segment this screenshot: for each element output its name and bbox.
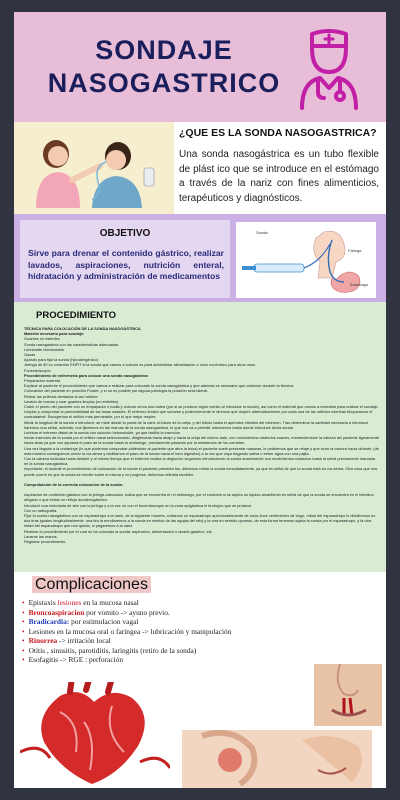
definition-text: Una sonda nasogástrica es un tubo flexible de plást ico que se introduce en el estómago a través de la nariz con fines alimenticios, terapéuticos y diagnósticos. <box>179 149 379 204</box>
title-line-2: NASOGASTRICO <box>47 68 281 98</box>
procedure-line: Gasas <box>24 352 36 358</box>
bullet-icon: • <box>22 617 25 626</box>
procedure-line: TÉCNICA PARA COLOCACIÓN DE LA SONDA NASOGÁSTRICA <box>24 326 141 331</box>
procedure-line: Aspiración de contenido gástrico con la jeringa adecuada, indica que se encuentra en el estómago, por el contrario si se aspira un líquido amarillento es señal de que la sonda se encuentra en el intestino delgado o que existe un reflujo duodenogástrico. <box>24 492 374 503</box>
page-title <box>34 34 294 100</box>
bullet-icon: • <box>22 598 25 607</box>
complication-text: por estimulacion vagal <box>69 617 139 626</box>
procedure-line: Lavarse las manos. <box>24 533 58 539</box>
bullet-icon: • <box>22 636 25 645</box>
procedure-line: Retirar las prótesis dentarias si las hubiere. <box>24 393 99 399</box>
procedure-heading: PROCEDIMIENTO <box>36 310 117 321</box>
definition-heading: ¿QUE ES LA SONDA NASOGASTRICA? <box>179 127 377 139</box>
complication-item <box>22 598 362 608</box>
tube-anatomy-diagram <box>236 222 376 298</box>
svg-text:Faringe: Faringe <box>348 248 362 253</box>
complication-item <box>22 655 362 665</box>
procedure-line: Preparación material. <box>24 378 61 384</box>
complication-text: -> irritación local <box>57 636 111 645</box>
procedure-line: Con un radiografía. <box>24 507 58 513</box>
definition-section <box>14 122 386 214</box>
procedure-line: Iniciar inserción de la sonda por el orificio nasal seleccionado, dirigiéndola hacia abajo y hacia la oreja del mismo lado, con movimientos rotatorios suaves, manteniéndose la cabeza del paciente ligeramente hacia atrás ya que nos ayudará el paso de la sonda hasta la orofaringe, previamente pasando por la resistencia de los cornetes. <box>24 435 380 446</box>
complication-item <box>22 646 362 656</box>
heart-illustration <box>20 682 170 786</box>
procedure-line: Registrar procedimiento. <box>24 538 67 544</box>
complications-list <box>22 598 362 665</box>
procedure-text <box>24 326 380 570</box>
objective-box <box>20 220 230 298</box>
nurse-inserting-tube-illustration <box>22 128 164 208</box>
complication-text: Epistaxis <box>28 598 58 607</box>
complications-heading: Complicaciones <box>32 576 151 594</box>
procedure-line: Colocación del paciente en posición Fowler, y si no es posible por alguna patología la posición será lateral. <box>24 388 209 394</box>
complication-text: Lesiones en la mucosa oral o faringea -> lubricación y manipulación <box>28 626 232 636</box>
complication-text: Bradicardia: <box>28 617 70 626</box>
complication-item <box>22 608 362 618</box>
procedure-line: Procedimiento de enfermería para colocar una sonda nasogástrica: <box>24 372 149 378</box>
bullet-icon: • <box>22 655 25 664</box>
procedure-line: Cubrir el pecho del paciente con un empapador o toalla y colocar cerca una batea (por si se produce algún vómito al introducir la sonda), así como el material que vamos a necesitar para realizar el sondaje. <box>24 404 379 410</box>
svg-text:Sonda: Sonda <box>256 230 268 235</box>
objective-section <box>14 214 386 302</box>
nurse-icon <box>296 26 362 110</box>
procedure-line: Medir la longitud de la sonda a introducir: se mide desde la punta de la nariz al lóbulo de la oreja, y del lóbulo hasta el apéndice xifoides del esternón. Tras determinar la cantidad necesaria a introducir haremos una señal, además, nos fijaremos en las marcas de la sonda nasogástrica, lo que nos va a permitir orientarnos hasta donde introducir dicha sonda. <box>24 419 369 430</box>
procedure-line: Lubricante hidrosoluble <box>24 346 65 352</box>
objective-text: Sirve para drenar el contenido gástrico, realizar lavados, aspiraciones, nutrición enteral, hidratación y administración de medicamentos <box>28 248 224 281</box>
procedure-section <box>14 302 386 572</box>
procedure-line: Fonendoscopio <box>24 367 51 373</box>
complication-text: lesiones <box>57 598 82 607</box>
complication-text: Rinorrea <box>28 636 58 645</box>
bullet-icon: • <box>22 626 25 636</box>
complication-item <box>22 636 362 646</box>
otitis-illustration <box>182 730 372 788</box>
complication-text: por vomito -> ayuno previo. <box>84 607 170 617</box>
procedure-line: Explicar al paciente el procedimiento que vamos a realizar para colocarle la sonda nasogástrica y que además es necesario que colabore durante la técnica. <box>24 383 295 389</box>
procedure-line: Fijar la sonda nasogástrica con un esparadrapo a la nariz, de la siguiente manera, cortamos un esparadrapo aproximadamente de unos doce centímetros de largo, mitad del esparadrapo lo dividiremos en dos tiras iguales longitudinalmente, una tira la enrollaremos a la sonda en sentido de las agujas del reloj y la otra en sentido opuesto, de esta forma tenemos sujeta la sonda por el esparadrapo, y la otra mitad del esparadrapo que nos queda, lo pegaremos a la nariz. <box>24 512 376 529</box>
objective-heading: OBJETIVO <box>99 228 151 239</box>
bullet-icon: • <box>22 645 25 655</box>
procedure-line: Importante, si durante el procedimiento de colocación de la sonda el paciente presenta tos, debemos retirar la sonda inmediatamente, ya que es señal de que la sonda está en vía aérea. Otra cosa que nos puede ocurrir es que la sonda se enrolle sobre sí misma y no progrese, debemos retirarla también. <box>24 466 378 477</box>
complication-text: Broncoaspiracion <box>28 607 85 617</box>
procedure-line: Una vez llegado a la orofaringe (lo que podemos comprobar pidiéndole al paciente que abra la boca) el paciente suele presentar nauseas, le pediremos que se relaje y que eche la cabeza hacia delante, (de esta manera conseguimos cerrar la vía aérea y facilitamos el paso de la sonda hacia el tubo digestivo) a la vez que vaya tragando saliva o beber agua con una pajita. <box>24 445 379 456</box>
bullet-icon: • <box>22 607 25 617</box>
complications-section <box>14 572 386 788</box>
procedure-line: Lavado de manos y usar guantes limpios (no estériles). <box>24 398 120 404</box>
procedure-line: Sonda nasogástrica con las características adecuadas. <box>24 341 120 347</box>
complication-text: Otitis , sinusitis, parotiditis, laringitis (retiro de la sonda) <box>28 645 197 655</box>
procedure-line: Comprobación de la correcta colocación de la sonda: <box>24 481 124 487</box>
procedure-line: Material necesario para sondaje: <box>24 331 85 337</box>
complication-text: en la mucosa nasal <box>81 598 139 607</box>
title-line-1: SONDAJE <box>95 35 233 65</box>
procedure-line: Introducir una embolada de aire con la jeringa y a la vez oír con el fonendoscopio en la zona epigástrica el burbujeo que se produce. <box>24 502 253 508</box>
nosebleed-illustration <box>314 664 382 726</box>
complication-text: Esofagitis -> RGE : perforación <box>28 655 124 664</box>
complication-item <box>22 617 362 627</box>
procedure-line: Realizar el procedimiento por el cual se ha colocado la sonda: aspiración, alimentación o lavado gástrico, etc. <box>24 528 213 534</box>
procedure-line: Limpiar y comprobar la permeabilidad de las fosas nasales. El enfermo tendrá que sonarse y posteriormente le diremos que respire alternativamente por cada una de las orificios mientras bloqueamos el contralateral. Escogemos el orificio más permeable, por el que mejor respire. <box>24 409 373 420</box>
procedure-line: Jeringa de 60 cc conexión ENFIT si la sonda que vamos a colocar es para administrar alimentación o cono excéntrico para otros usos. <box>24 362 256 368</box>
svg-text:Estómago: Estómago <box>350 282 369 287</box>
procedure-line: Con la cabeza inclinada hacia delante y al mismo tiempo que el enfermo realiza la deglución seguimos introduciendo la sonda suavemente con movimientos rotatorios hasta la señal previamente marcada en la sonda nasogástrica. <box>24 456 376 467</box>
header-banner <box>14 12 386 122</box>
procedure-line: Apósito para fijar la sonda (hipoalergénico) <box>24 357 98 363</box>
procedure-line: Lubricar el extremo distal de la sonda con solución hidrosoluble, ya que facilita la inserción. <box>24 430 182 436</box>
complication-item <box>22 627 362 637</box>
infographic-page <box>14 12 386 788</box>
procedure-line: Guantes no estériles <box>24 336 60 342</box>
